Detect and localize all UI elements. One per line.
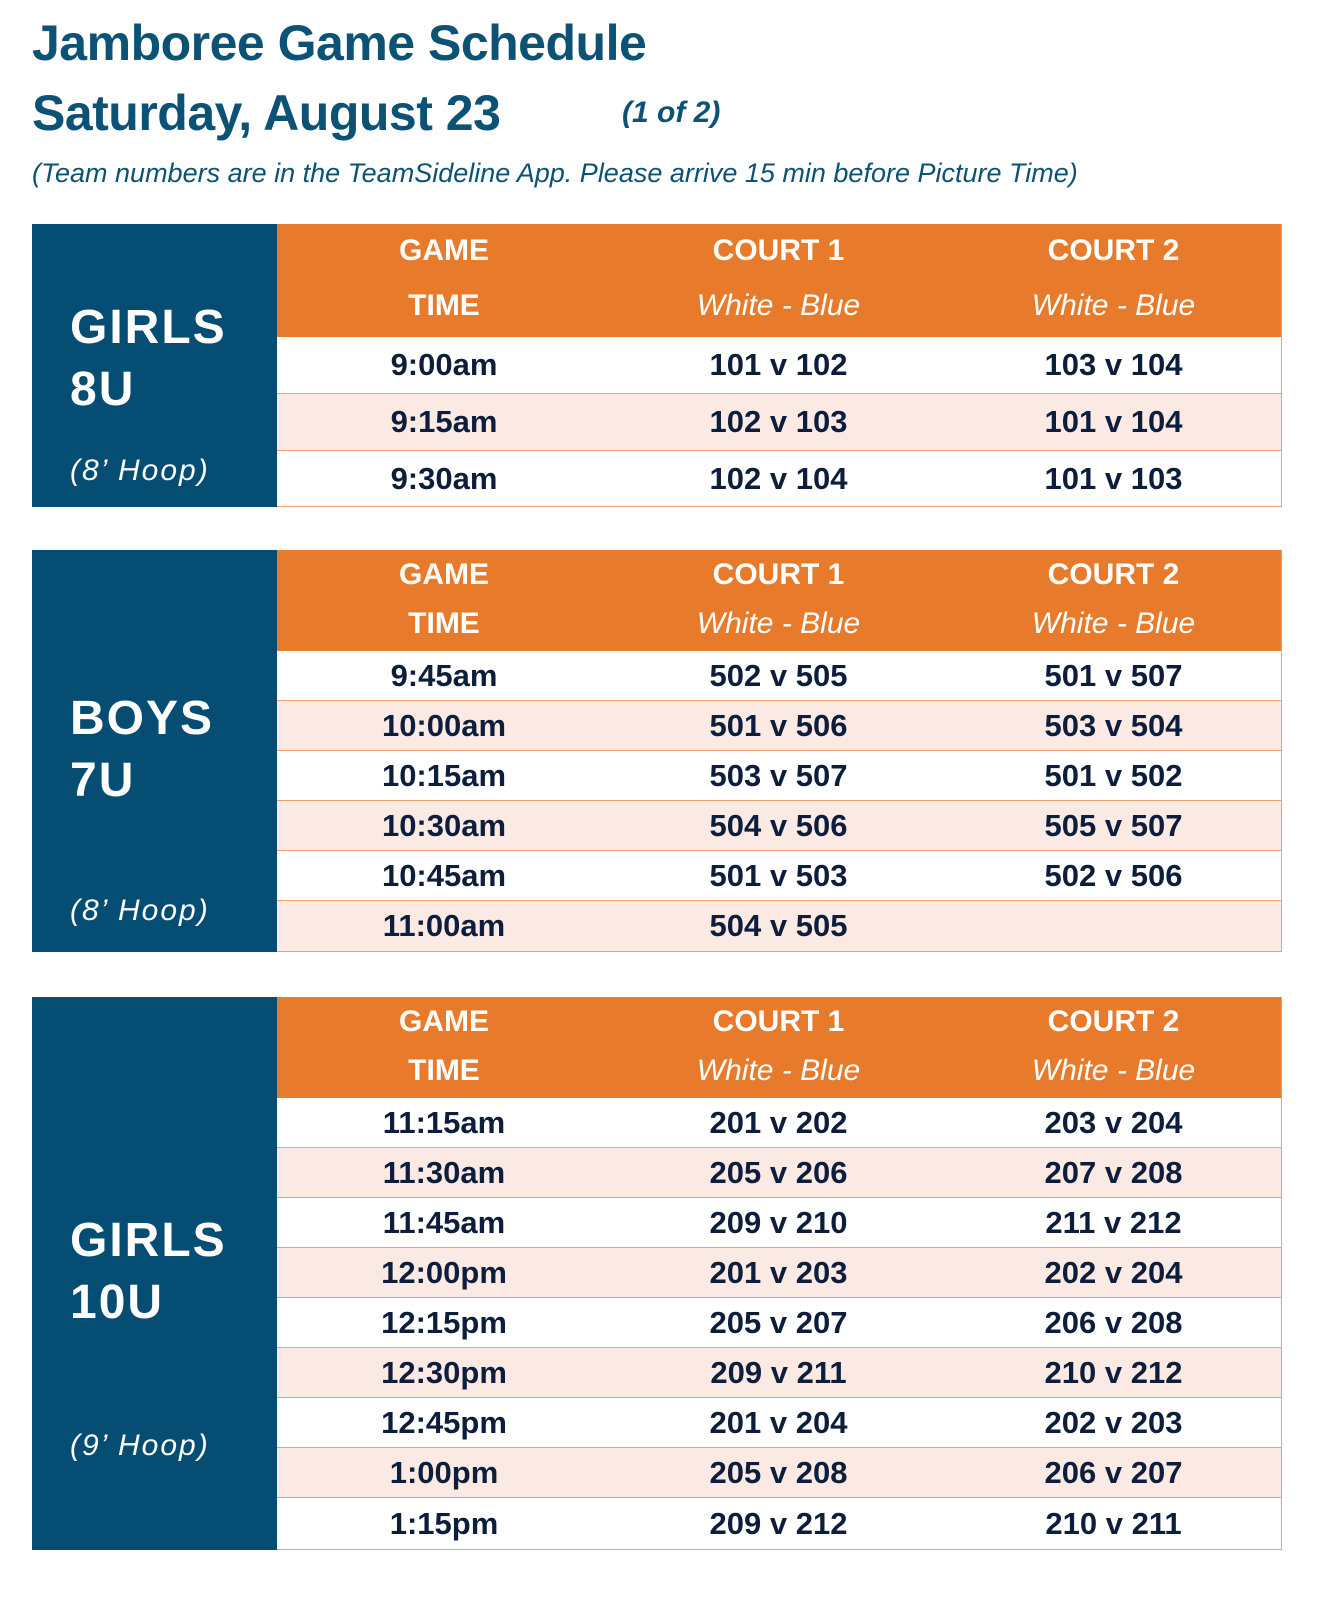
court2-matchup: 202 v 203 [1044, 1404, 1183, 1440]
game-time: 9:15am [390, 404, 498, 439]
schedule-table [277, 224, 1282, 507]
hoop-size: (9’ Hoop) [70, 1429, 210, 1462]
game-time: 9:30am [390, 460, 498, 496]
game-time: 12:30pm [381, 1354, 507, 1390]
division-name-line1: BOYS [70, 692, 215, 745]
court1-matchup: 501 v 503 [709, 857, 848, 893]
table-row [277, 1398, 1281, 1448]
court1-matchup: 209 v 211 [710, 1354, 847, 1390]
header-label: GAME [399, 1005, 489, 1038]
court1-matchup: 201 v 204 [709, 1404, 848, 1440]
division-name-line2: 10U [70, 1276, 165, 1329]
header-sublabel: White - Blue [1031, 1054, 1196, 1087]
court1-matchup: 102 v 103 [709, 404, 848, 439]
court1-matchup: 501 v 506 [709, 707, 848, 743]
court1-matchup: 102 v 104 [709, 460, 848, 496]
header-sublabel: White - Blue [696, 1054, 861, 1087]
table-row [277, 1248, 1281, 1298]
header-court-2 [946, 224, 1281, 337]
header-label: COURT 1 [712, 558, 845, 591]
court2-matchup: 101 v 103 [1044, 460, 1183, 496]
court1-matchup: 205 v 207 [709, 1304, 848, 1340]
game-time: 11:30am [382, 1154, 506, 1190]
header-sublabel: White - Blue [1031, 607, 1196, 640]
header-court-2 [946, 997, 1281, 1098]
schedule-section-girls-8u [32, 224, 1282, 507]
game-time: 12:15pm [381, 1304, 507, 1340]
court2-matchup: 505 v 507 [1044, 807, 1183, 843]
page-subtitle: (Team numbers are in the TeamSideline App. Please arrive 15 min before Picture Time) [32, 158, 1078, 188]
table-row [277, 1098, 1281, 1148]
table-row [277, 1148, 1281, 1198]
header-label: COURT 2 [1047, 1005, 1180, 1038]
court2-matchup: 101 v 104 [1044, 404, 1183, 439]
division-panel [32, 550, 277, 952]
court2-matchup: 501 v 502 [1044, 757, 1183, 793]
game-time: 9:00am [390, 347, 498, 382]
game-time: 11:15am [382, 1104, 506, 1140]
table-row [277, 1448, 1281, 1498]
header-label: GAME [399, 234, 489, 267]
game-time: 1:00pm [389, 1454, 499, 1490]
header-court-1 [611, 224, 946, 337]
table-row [277, 751, 1281, 801]
header-label: COURT 1 [712, 1005, 845, 1038]
table-row [277, 1498, 1281, 1549]
header-label: TIME [408, 289, 480, 322]
hoop-size: (8’ Hoop) [70, 894, 210, 927]
division-name-line1: GIRLS [70, 1214, 227, 1267]
header-label: GAME [399, 558, 489, 591]
schedule-section-boys-7u [32, 550, 1282, 952]
schedule-section-girls-10u [32, 997, 1282, 1550]
table-row [277, 801, 1281, 851]
table-row [277, 1198, 1281, 1248]
page-title-line2: Saturday, August 23 [32, 85, 501, 141]
game-time: 10:30am [381, 807, 507, 843]
game-time: 10:00am [381, 707, 507, 743]
header-label: TIME [408, 1054, 480, 1087]
court2-matchup: 503 v 504 [1044, 707, 1183, 743]
court2-matchup: 103 v 104 [1044, 347, 1183, 382]
court1-matchup: 101 v 102 [709, 347, 848, 382]
header-label: COURT 2 [1047, 558, 1180, 591]
table-row [277, 337, 1281, 394]
court1-matchup: 504 v 506 [709, 807, 848, 843]
court2-matchup: 202 v 204 [1044, 1254, 1183, 1290]
schedule-table [277, 550, 1282, 952]
court1-matchup: 504 v 505 [709, 908, 848, 943]
header-label: COURT 1 [712, 234, 845, 267]
header-game-time [277, 550, 611, 651]
court1-matchup: 209 v 210 [709, 1204, 848, 1240]
court1-matchup: 502 v 505 [709, 657, 848, 693]
header-court-2 [946, 550, 1281, 651]
game-time: 11:00am [382, 908, 506, 943]
game-time: 11:45am [382, 1204, 506, 1240]
court1-matchup: 503 v 507 [709, 757, 848, 793]
table-row [277, 651, 1281, 701]
table-row [277, 1298, 1281, 1348]
hoop-size: (8’ Hoop) [70, 454, 210, 487]
header-sublabel: White - Blue [1031, 289, 1196, 322]
game-time: 10:15am [381, 757, 507, 793]
court2-matchup: 501 v 507 [1044, 657, 1183, 693]
court1-matchup: 201 v 203 [709, 1254, 848, 1290]
game-time: 12:45pm [381, 1404, 507, 1440]
court2-matchup: 210 v 212 [1044, 1354, 1183, 1390]
court2-matchup: 207 v 208 [1044, 1154, 1183, 1190]
table-row [277, 394, 1281, 451]
table-header [277, 224, 1281, 337]
court2-matchup [946, 901, 1281, 951]
table-header [277, 997, 1281, 1098]
court2-matchup: 206 v 207 [1044, 1454, 1183, 1490]
header-label: COURT 2 [1047, 234, 1180, 267]
header-sublabel: White - Blue [696, 607, 861, 640]
game-time: 12:00pm [381, 1254, 507, 1290]
game-time: 9:45am [390, 657, 498, 693]
header-court-1 [611, 997, 946, 1098]
page-indicator: (1 of 2) [622, 96, 721, 129]
court1-matchup: 209 v 212 [709, 1505, 848, 1541]
division-name-line2: 7U [70, 754, 136, 807]
table-row [277, 701, 1281, 751]
header-court-1 [611, 550, 946, 651]
court1-matchup: 205 v 206 [709, 1154, 848, 1190]
table-row [277, 851, 1281, 901]
court2-matchup: 210 v 211 [1045, 1505, 1182, 1541]
division-name-line1: GIRLS [70, 301, 227, 354]
court2-matchup: 206 v 208 [1044, 1304, 1183, 1340]
court2-matchup: 502 v 506 [1044, 857, 1183, 893]
game-time: 1:15pm [389, 1505, 499, 1541]
game-time: 10:45am [381, 857, 507, 893]
header-game-time [277, 224, 611, 337]
header-sublabel: White - Blue [696, 289, 861, 322]
page-title-line1: Jamboree Game Schedule [32, 15, 647, 71]
schedule-table [277, 997, 1282, 1550]
division-panel [32, 224, 277, 507]
table-row [277, 901, 1281, 951]
table-header [277, 550, 1281, 651]
court2-matchup: 211 v 212 [1045, 1204, 1182, 1240]
table-row [277, 451, 1281, 506]
court2-matchup: 203 v 204 [1044, 1104, 1183, 1140]
court1-matchup: 205 v 208 [709, 1454, 848, 1490]
division-panel [32, 997, 277, 1550]
table-row [277, 1348, 1281, 1398]
division-name-line2: 8U [70, 363, 136, 416]
court1-matchup: 201 v 202 [709, 1104, 848, 1140]
header-label: TIME [408, 607, 480, 640]
header-game-time [277, 997, 611, 1098]
